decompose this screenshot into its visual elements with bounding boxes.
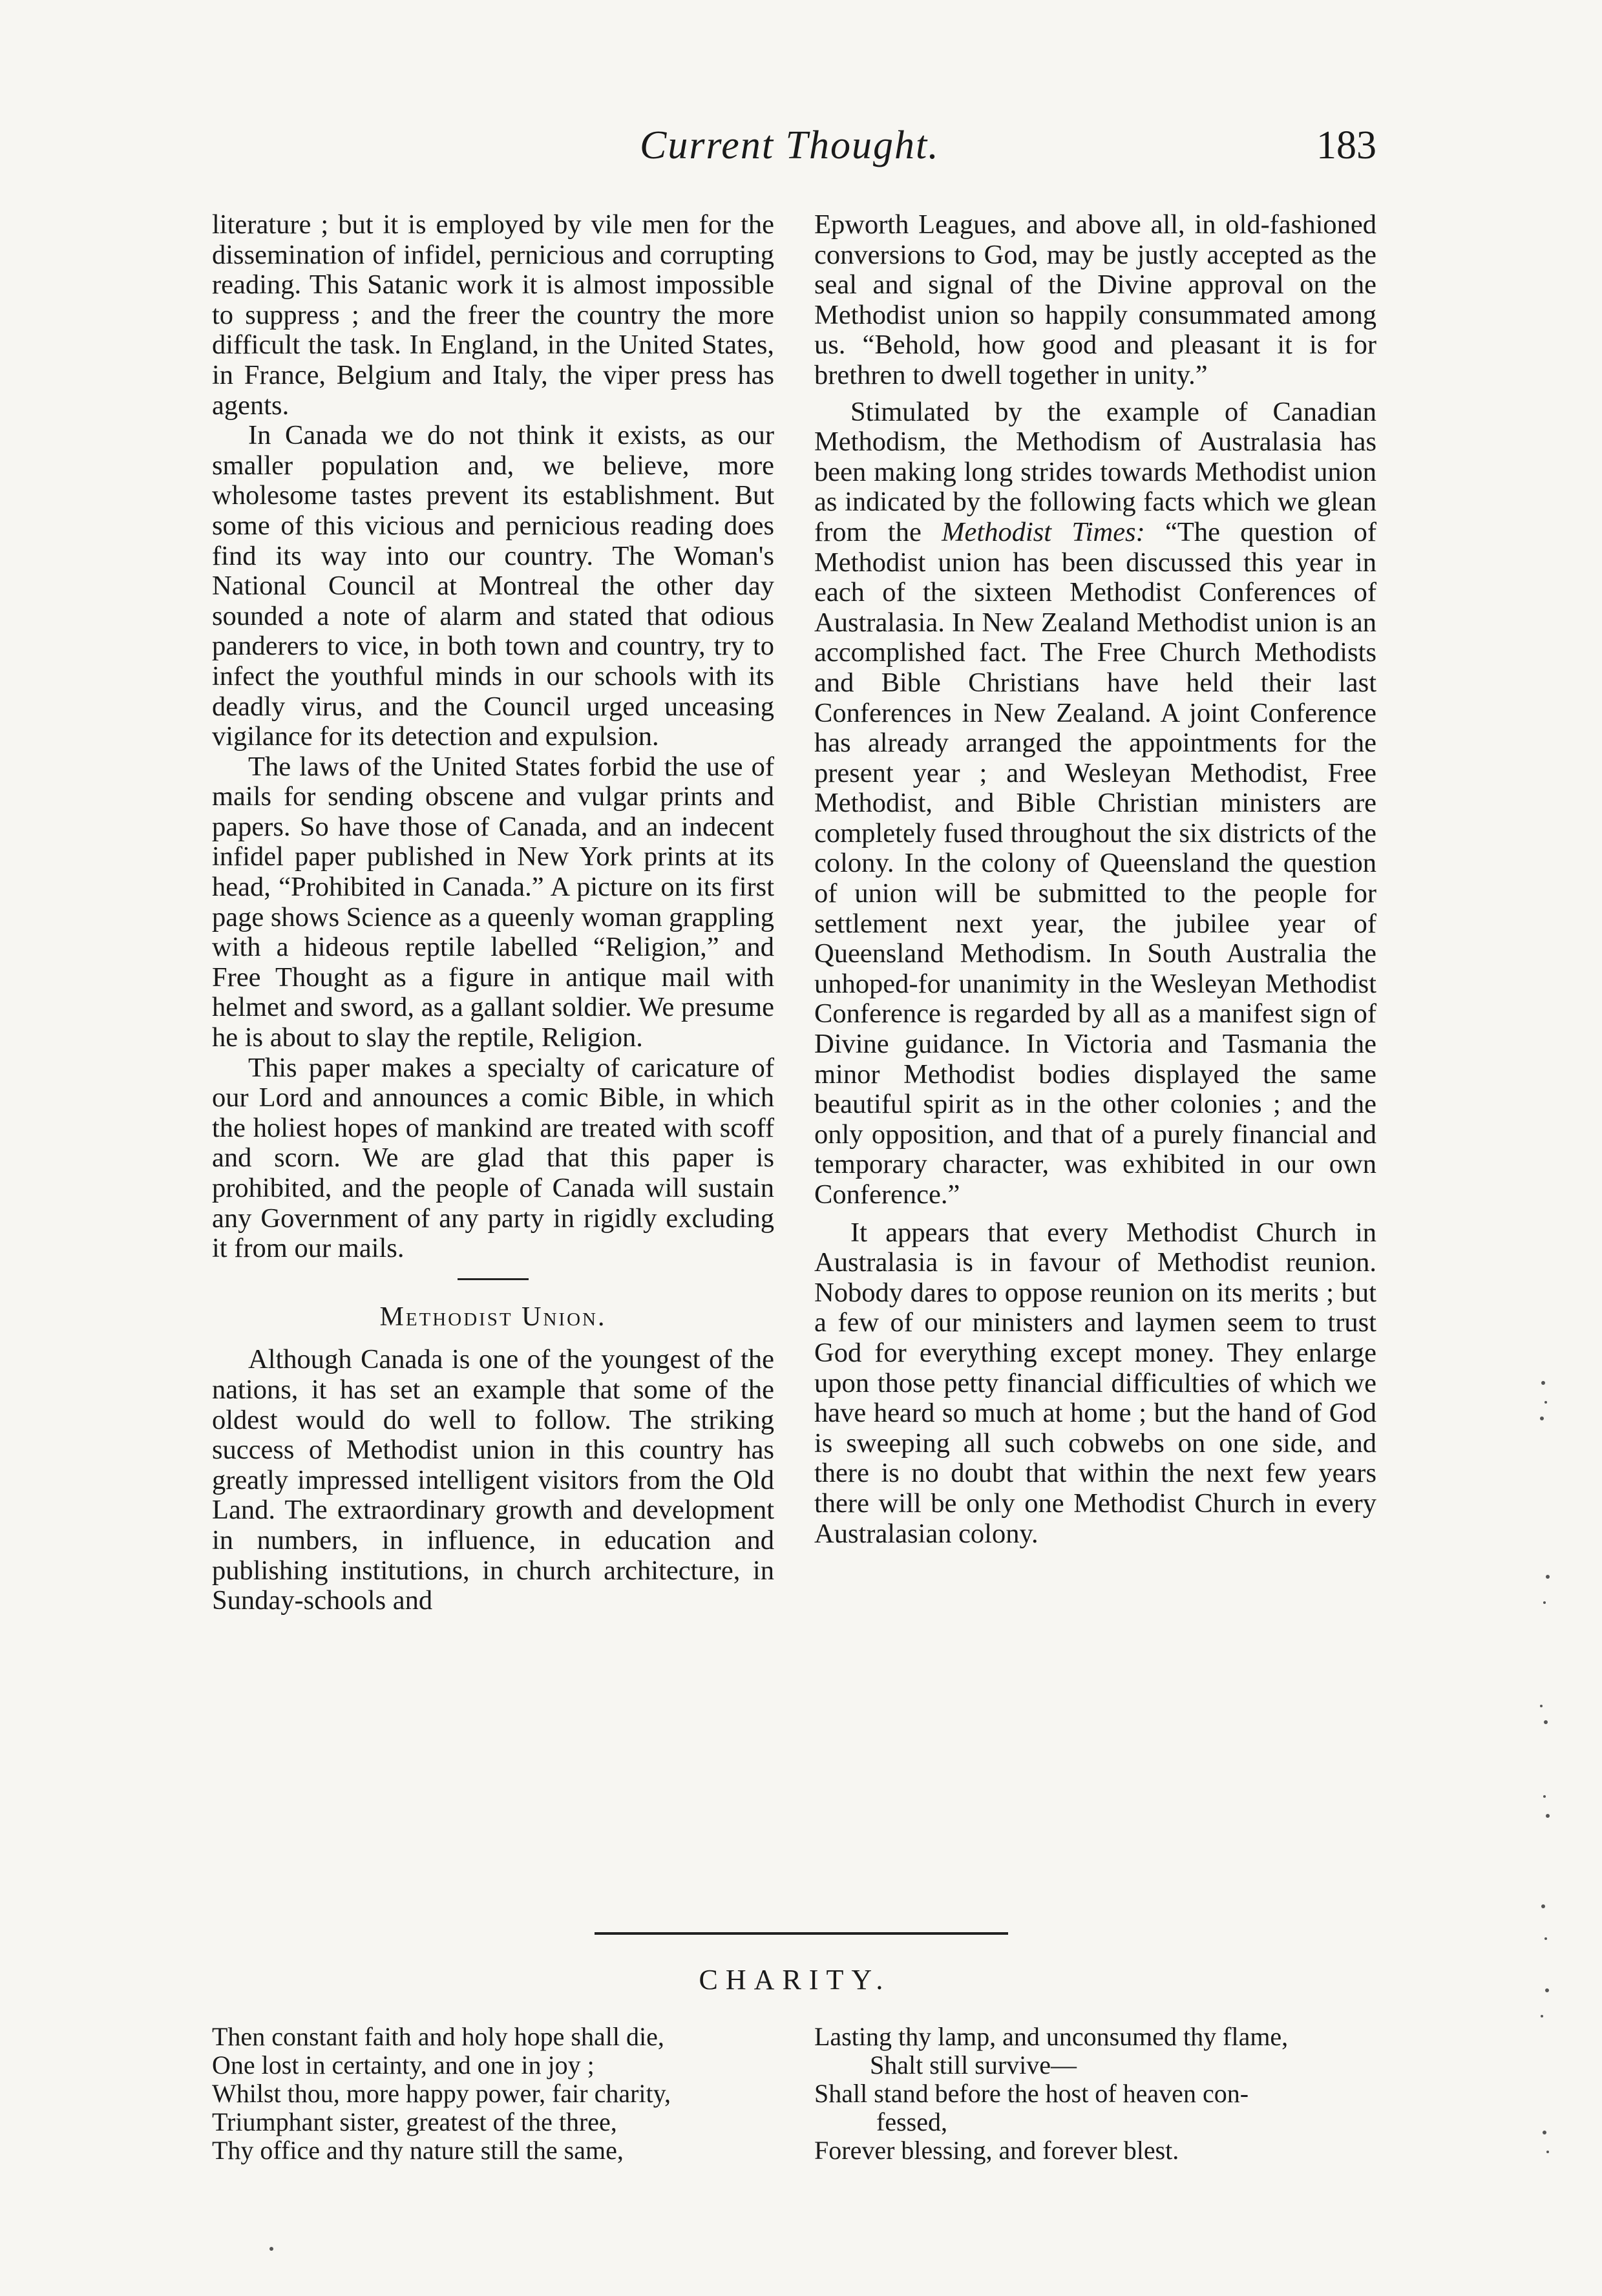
- poem-line: One lost in certainty, and one in joy ;: [212, 2050, 595, 2080]
- poem-line: Triumphant sister, greatest of the three,: [212, 2107, 617, 2136]
- paragraph: literature ; but it is employed by vile men for the dissemination of infidel, pernicious and corrupting reading. This Satanic work it is almost impossible to suppress ; and the freer the country the more difficult the task. In England, in the United States, in France, Belgium and Italy, the viper press has agents.: [212, 209, 774, 421]
- page-header: [213, 123, 1376, 181]
- poem-left-stanza: [212, 2023, 781, 2165]
- paragraph: In Canada we do not think it exists, as our smaller population and, we believe, more wholesome tastes prevent its establishment. But some of this vicious and pernicious reading does find its way into our country. The Woman's National Council at Montreal the other day sounded a note of alarm and stated that odious panderers to vice, in both town and country, try to infect the youthful minds in our schools with its deadly virus, and the Council urged unceasing vigilance for its detection and expulsion.: [212, 420, 774, 752]
- left-column: [212, 210, 774, 1616]
- poem-line: Lasting thy lamp, and unconsumed thy flame,: [814, 2022, 1289, 2051]
- poem-right-stanza: [814, 2023, 1383, 2165]
- paragraph: [814, 397, 1376, 1210]
- page-number: 183: [1316, 123, 1376, 167]
- poem-line: fessed,: [876, 2107, 947, 2136]
- article-divider: [595, 1932, 1008, 1935]
- paragraph-text: Stimulated by the example of Canadian Methodism, the Methodism of Australasia has been making long strides towards Methodist union as indicated by the following facts which we glean from the: [814, 396, 1376, 547]
- paragraph: It appears that every Methodist Church in Australasia is in favour of Methodist reunion. Nobody dares to oppose reunion on its merits ; but a few of our ministers and laymen seem to trust God for everything except money. They enlarge upon those petty financial difficulties of which we have heard so much at home ; but the hand of God is sweeping all such cobwebs on one side, and there is no doubt that within the next few years there will be only one Methodist Church in every Australasian colony.: [814, 1217, 1376, 1549]
- publication-title: Methodist Times:: [942, 516, 1145, 547]
- right-column: [814, 210, 1376, 1549]
- poem-line: Whilst thou, more happy power, fair charity,: [212, 2079, 671, 2108]
- poem-line: Thy office and thy nature still the same,: [212, 2136, 624, 2165]
- section-divider: [458, 1278, 529, 1280]
- poem-line: Forever blessing, and forever blest.: [814, 2136, 1179, 2165]
- paragraph: This paper makes a specialty of caricature of our Lord and announces a comic Bible, in which the holiest hopes of mankind are treated with scoff and scorn. We are glad that this paper is prohibited, and the people of Canada will sustain any Government of any party in rigidly excluding it from our mails.: [212, 1052, 774, 1264]
- poem-line: Shall stand before the host of heaven con-: [814, 2079, 1249, 2108]
- poem-title: CHARITY.: [699, 1964, 891, 1996]
- paragraph: Although Canada is one of the youngest of the nations, it has set an example that some of the oldest would do well to follow. The striking success of Methodist union in this country has greatly impressed intelligent visitors from the Old Land. The extraordinary growth and development in numbers, in influence, in education and publishing institutions, in church architecture, in Sunday-schools and: [212, 1344, 774, 1616]
- poem-line: Shalt still survive—: [870, 2050, 1077, 2080]
- section-heading: Methodist Union.: [379, 1301, 607, 1332]
- paragraph-text: “The question of Methodist union has been discussed this year in each of the sixteen Methodist Conferences of Australasia. In New Zealand Methodist union is an accomplished fact. The Free Church Methodists and Bible Christians have held their last Conferences in New Zealand. A joint Conference has already arranged the appointments for the present year ; and Wesleyan Methodist, Free Methodist, and Bible Christian ministers are completely fused throughout the six districts of the colony. In the colony of Queensland the question of union will be submitted to the people for settlement next year, the jubilee year of Queensland Methodism. In South Australia the unhoped-for unanimity in the Wesleyan Methodist Conference is regarded by all as a manifest sign of Divine guidance. In Victoria and Tasmania the minor Methodist bodies displayed the same beautiful spirit as in the other colonies ; and the only opposition, and that of a purely financial and temporary character, was exhibited in our own Conference.”: [814, 516, 1376, 1210]
- poem-line: Then constant faith and holy hope shall die,: [212, 2022, 664, 2051]
- running-title: Current Thought.: [640, 123, 940, 167]
- paragraph: The laws of the United States forbid the use of mails for sending obscene and vulgar prints and papers. So have those of Canada, and an indecent infidel paper published in New York prints at its head, “Prohibited in Canada.” A picture on its first page shows Science as a queenly woman grappling with a hideous reptile labelled “Religion,” and Free Thought as a figure in antique mail with helmet and sword, as a gallant soldier. We presume he is about to slay the reptile, Religion.: [212, 751, 774, 1053]
- paragraph: Epworth Leagues, and above all, in old-fashioned conversions to God, may be justly accepted as the seal and signal of the Divine approval on the Methodist union so happily consummated among us. “Behold, how good and pleasant it is for brethren to dwell together in unity.”: [814, 209, 1376, 390]
